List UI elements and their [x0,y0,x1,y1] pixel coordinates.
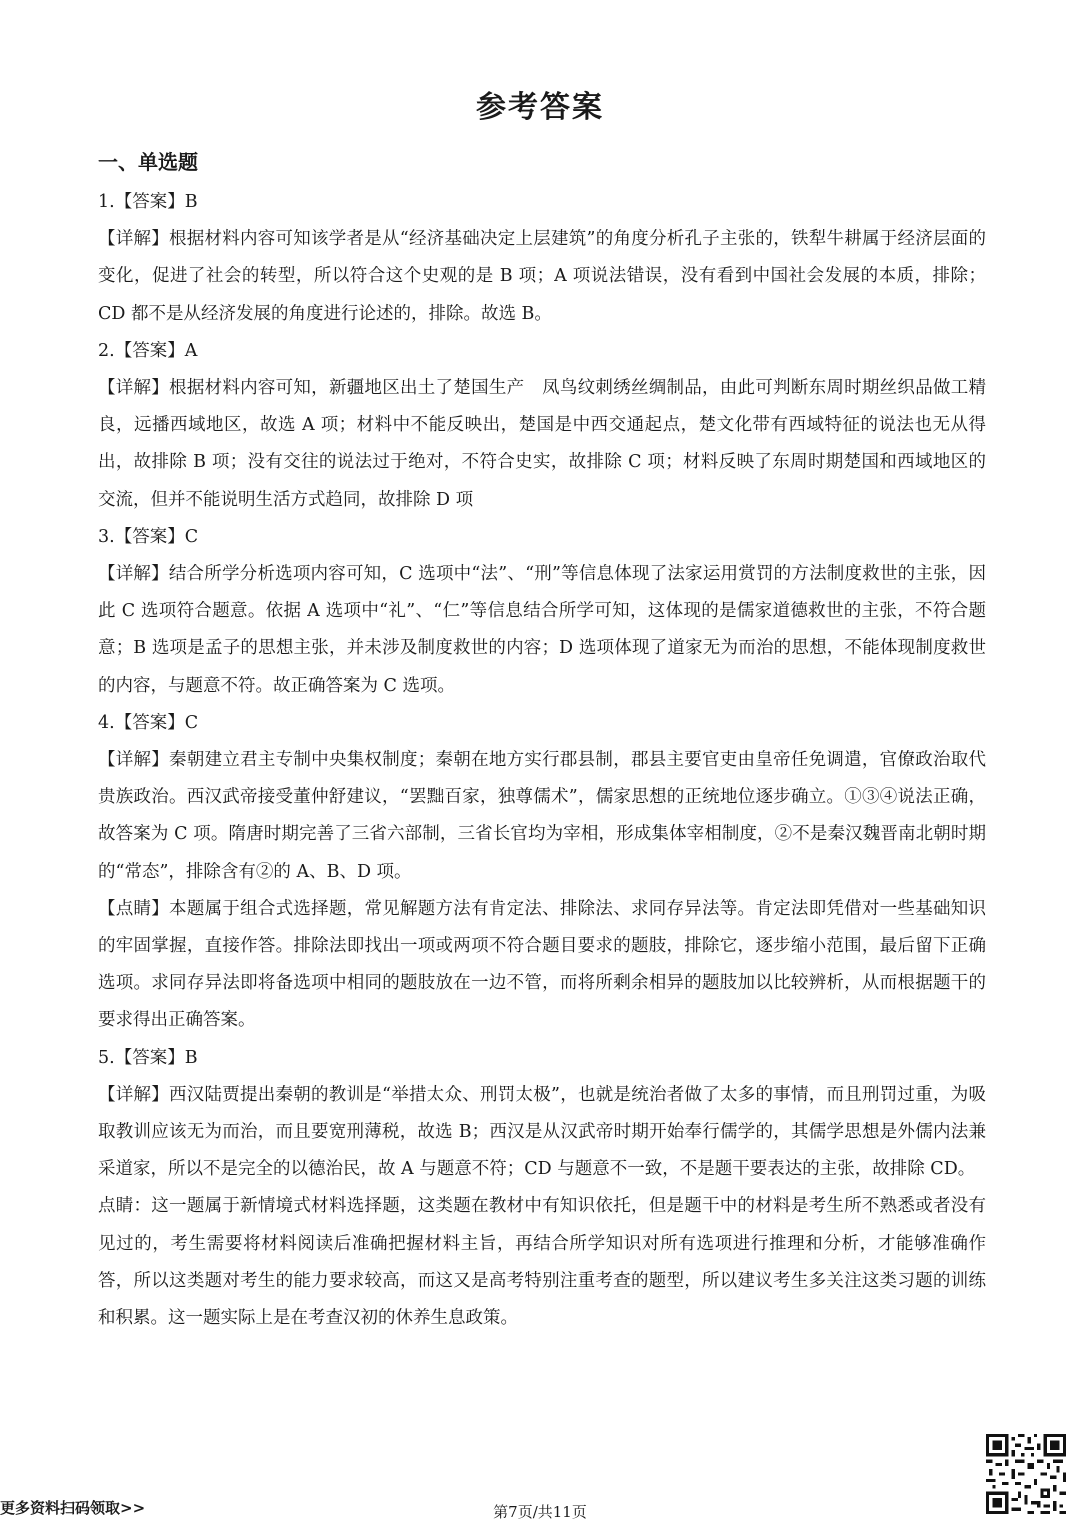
footer-promo-text: 更多资料扫码领取>> [0,1499,146,1517]
section-heading: 一、单选题 [98,150,198,174]
answer-5: 5.【答案】B [98,1047,198,1068]
explanation-3: 【详解】结合所学分析选项内容可知，C 选项中“法”、“刑”等信息体现了法家运用赏罚的方法制度救世的主张，因此 C 选项符合题意。依据 A 选项中“礼”、“仁”等信息结合所学可知，这体现的是儒家道德救世的主张，不符合题意；B 选项是孟子的思想主张，并未涉及制度救世的内容；D 选项体现了道家无为而治的思想，不能体现制度救世的内容，与题意不符。故正确答案为 C 选项。 [98,564,986,696]
explanation-4: 【详解】秦朝建立君主专制中央集权制度；秦朝在地方实行郡县制，郡县主要官吏由皇帝任免调遣，官僚政治取代贵族政治。西汉武帝接受董仲舒建议，“罢黜百家，独尊儒术”，儒家思想的正统地位逐步确立。①③④说法正确，故答案为 C 项。隋唐时期完善了三省六部制，三省长官均为宰相，形成集体宰相制度，②不是秦汉魏晋南北朝时期的“常态”，排除含有②的 A、B、D 项。 [98,750,986,882]
explanation-1: 【详解】根据材料内容可知该学者是从“经济基础决定上层建筑”的角度分析孔子主张的，铁犁牛耕属于经济层面的变化，促进了社会的转型，所以符合这个史观的是 B 项；A 项说法错误，没有看到中国社会发展的本质，排除；CD 都不是从经济发展的角度进行论述的，排除。故选 B。 [98,229,986,324]
tip-4: 【点睛】本题属于组合式选择题，常见解题方法有肯定法、排除法、求同存异法等。肯定法即凭借对一些基础知识的牢固掌握，直接作答。排除法即找出一项或两项不符合题目要求的题肢，排除它，逐步缩小范围，最后留下正确选项。求同存异法即将备选项中相同的题肢放在一边不管，而将所剩余相异的题肢加以比较辨析，从而根据题干的要求得出正确答案。 [98,898,986,1031]
answer-3: 3.【答案】C [98,526,199,547]
page-title: 参考答案 [476,90,604,125]
answer-content [98,184,986,1337]
answer-2: 2.【答案】A [98,340,198,361]
tip-5: 点睛：这一题属于新情境式材料选择题，这类题在教材中有知识依托，但是题干中的材料是考生所不熟悉或者没有见过的，考生需要将材料阅读后准确把握材料主旨，再结合所学知识对所有选项进行推理和分析，才能够准确作答，所以这类题对考生的能力要求较高，而这又是高考特别注重考查的题型，所以建议考生多关注这类习题的训练和积累。这一题实际上是在考查汉初的休养生息政策。 [98,1196,986,1329]
page-number: 第7页/共11页 [493,1503,587,1521]
explanation-5: 【详解】西汉陆贾提出秦朝的教训是“举措太众、刑罚太极”，也就是统治者做了太多的事情，而且刑罚过重，为吸取教训应该无为而治，而且要宽刑薄税，故选 B；西汉是从汉武帝时期开始奉行儒学的，其儒学思想是外儒内法兼采道家，所以不是完全的以德治民，故 A 与题意不符；CD 与题意不一致，不是题干要表达的主张，故排除 CD。 [98,1084,986,1180]
explanation-2: 【详解】根据材料内容可知，新疆地区出土了楚国生产 凤鸟纹刺绣丝绸制品，由此可判断东周时期丝织品做工精良，远播西域地区，故选 A 项；材料中不能反映出，楚国是中西交通起点，楚文化带有西域特征的说法也无从得出，故排除 B 项；没有交往的说法过于绝对，不符合史实，故排除 C 项；材料反映了东周时期楚国和西域地区的交流，但并不能说明生活方式趋同，故排除 D 项 [98,378,986,510]
answer-4: 4.【答案】C [98,712,199,733]
answer-1: 1.【答案】B [98,192,198,212]
